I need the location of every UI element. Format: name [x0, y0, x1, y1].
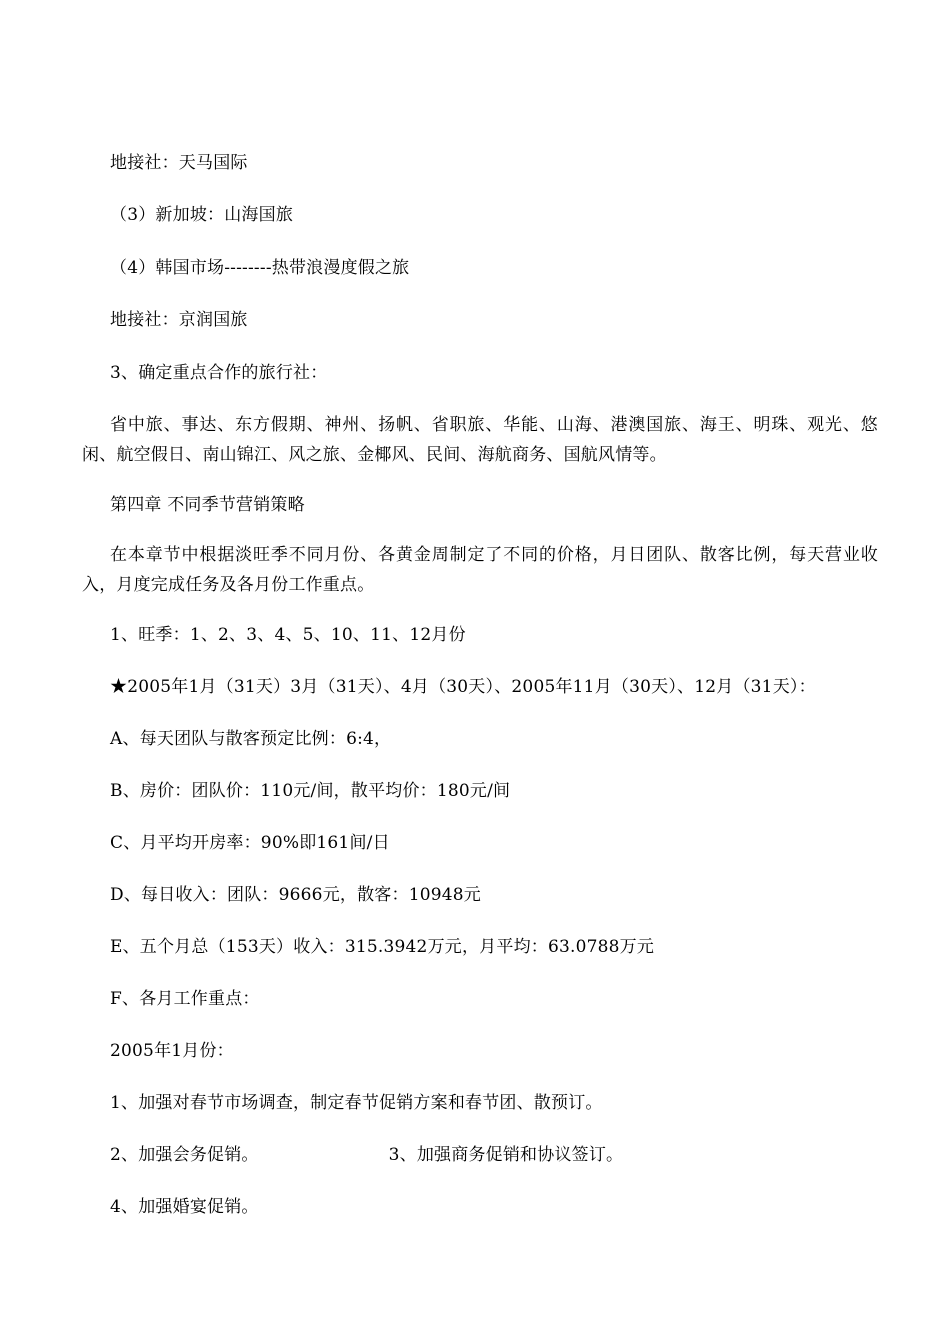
- text-line-item-a: A、每天团队与散客预定比例：6:4，: [110, 729, 392, 749]
- text-line-task-4: 4、加强婚宴促销。: [110, 1197, 259, 1217]
- text-line-korea-market: （4）韩国市场--------热带浪漫度假之旅: [110, 258, 410, 278]
- text-task-2: 2、加强会务促销。: [110, 1145, 259, 1165]
- text-line-key-partners-heading: 3、确定重点合作的旅行社：: [110, 363, 328, 383]
- text-line-item-b: B、房价：团队价：110元/间，散平均价：180元/间: [110, 781, 511, 801]
- text-line-january-2005: 2005年1月份：: [110, 1041, 234, 1061]
- text-line-item-d: D、每日收入：团队：9666元，散客：10948元: [110, 885, 481, 905]
- text-line-peak-season: 1、旺季：1、2、3、4、5、10、11、12月份: [110, 625, 466, 645]
- text-line-item-f: F、各月工作重点：: [110, 989, 260, 1009]
- text-line-task-1: 1、加强对春节市场调查，制定春节促销方案和春节团、散预订。: [110, 1093, 603, 1113]
- text-line-item-c: C、月平均开房率：90%即161间/日: [110, 833, 390, 853]
- text-paragraph-chapter-intro: 在本章节中根据淡旺季不同月份、各黄金周制定了不同的价格，月日团队、散客比例，每天营业收入，月度完成任务及各月份工作重点。: [82, 545, 878, 595]
- text-line-item-e: E、五个月总（153天）收入：315.3942万元，月平均：63.0788万元: [110, 937, 655, 957]
- text-line-task-2-3: [82, 1140, 878, 1170]
- chapter-heading: 第四章 不同季节营销策略: [110, 495, 305, 515]
- text-line-dijieshe-jingrun: 地接社：京润国旅: [110, 310, 248, 330]
- text-line-dijieshe-tianma: 地接社：天马国际: [110, 153, 248, 173]
- text-line-singapore: （3）新加坡：山海国旅: [110, 205, 294, 225]
- text-task-3: 3、加强商务促销和协议签订。: [388, 1145, 624, 1165]
- text-line-months-2005: ★2005年1月（31天）3月（31天）、4月（30天）、2005年11月（30天）、12月（31天）：: [110, 677, 816, 697]
- text-paragraph-partner-list: 省中旅、事达、东方假期、神州、扬帆、省职旅、华能、山海、港澳国旅、海王、明珠、观光、悠闲、航空假日、南山锦江、风之旅、金椰风、民间、海航商务、国航风情等。: [82, 415, 878, 465]
